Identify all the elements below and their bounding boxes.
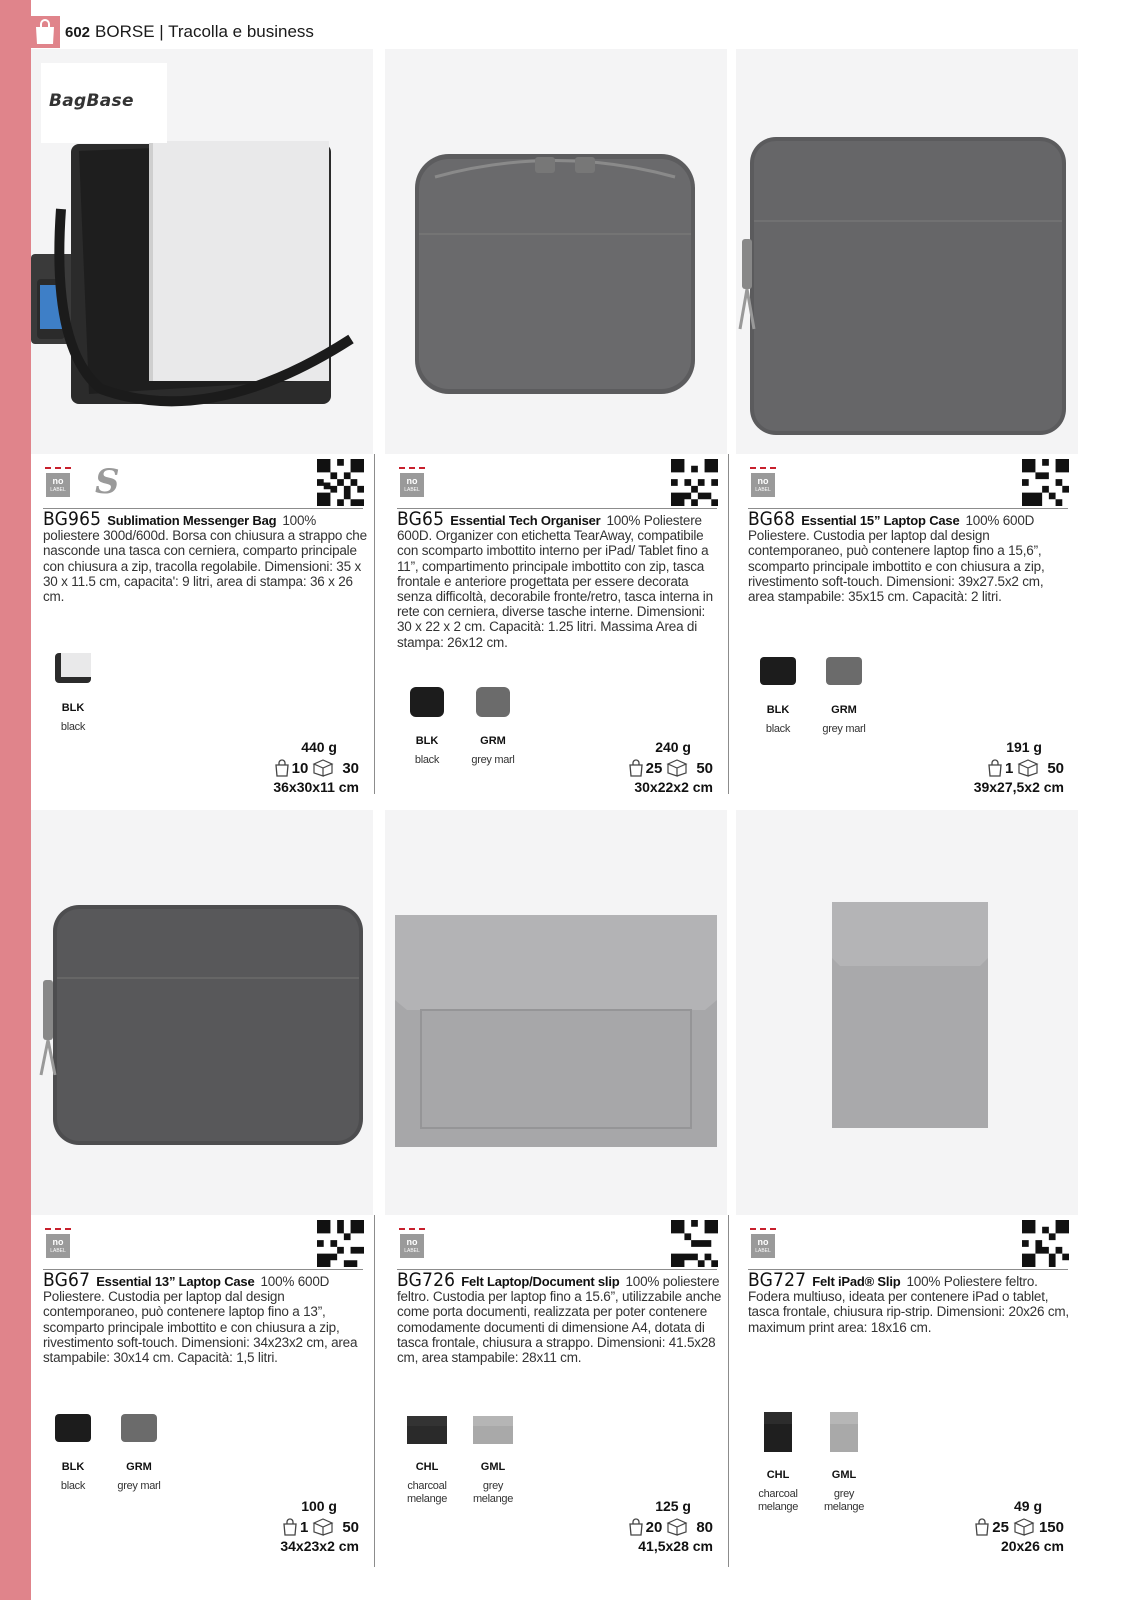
color-swatch-gml[interactable] bbox=[814, 1410, 874, 1514]
tech-organiser-illustration bbox=[385, 49, 727, 454]
color-name: black bbox=[765, 723, 791, 735]
product-photo bbox=[385, 810, 727, 1215]
no-label-badge: no LABEL bbox=[750, 467, 776, 497]
qr-code-icon[interactable] bbox=[317, 459, 364, 506]
product-specs bbox=[553, 1498, 713, 1554]
bag-pack-icon bbox=[282, 1518, 298, 1536]
qr-code-icon[interactable] bbox=[317, 1220, 364, 1267]
color-swatch-chl[interactable] bbox=[397, 1412, 457, 1506]
product-photo bbox=[385, 49, 727, 454]
color-code: BLK bbox=[415, 735, 439, 747]
messenger-swatch-icon bbox=[53, 649, 93, 687]
color-swatch-grm[interactable] bbox=[814, 653, 874, 736]
product-description bbox=[43, 1269, 368, 1366]
product-description bbox=[397, 508, 722, 650]
product-photo bbox=[31, 49, 373, 454]
product-specs bbox=[904, 739, 1064, 795]
box-pack-icon bbox=[666, 1518, 688, 1536]
product-card-bg67 bbox=[31, 810, 373, 1570]
color-swatch-blk[interactable] bbox=[43, 1410, 103, 1493]
color-name: grey marl bbox=[117, 1480, 161, 1492]
weight: 240 g bbox=[655, 739, 691, 755]
product-name: Felt Laptop/Document slip bbox=[461, 1274, 620, 1289]
qr-code-icon[interactable] bbox=[671, 1220, 718, 1267]
dimensions: 36x30x11 cm bbox=[273, 779, 359, 795]
product-name: Essential Tech Organiser bbox=[450, 513, 601, 528]
sublimation-icon: S bbox=[95, 462, 120, 502]
product-text: 100% 600D Poliestere. Custodia per laptop dal design contemporaneo, può contenere laptop fino a 13”, scomparto principale imbottito e con chiusura a zip, rivestimento soft-touch. Dimensioni: 34x23x2 cm, area stampabile: 30x14 cm. Capacità: 1,5 litri. bbox=[43, 1274, 358, 1366]
weight: 125 g bbox=[655, 1498, 691, 1514]
color-code: BLK bbox=[766, 704, 790, 716]
box-pack-icon bbox=[1013, 1518, 1035, 1536]
packaging: 25 50 bbox=[553, 759, 713, 777]
color-swatch-grm[interactable] bbox=[463, 684, 523, 767]
page-header bbox=[65, 22, 314, 42]
weight: 191 g bbox=[1006, 739, 1042, 755]
product-text: 100% 600D Poliestere. Custodia per laptop dal design contemporaneo, può contenere laptop fino a 15,6”, scomparto principale imbottito e con chiusura a zip, rivestimento soft-touch. Dimensioni: 39x27.5x2 cm, area stampabile: 35x15 cm. Capacità: 2 litri. bbox=[748, 513, 1045, 605]
product-specs bbox=[553, 739, 713, 795]
case-swatch-icon bbox=[758, 653, 798, 689]
product-description bbox=[748, 1269, 1073, 1335]
weight: 440 g bbox=[301, 739, 337, 755]
box-pack-icon bbox=[312, 1518, 334, 1536]
product-text: 100% Poliestere 600D. Organizer con etichetta TearAway, compatibile con scomparto imbottito interno per iPad/ Tablet fino a 11”, compartimento principale imbottito con zip, tasca frontale e anteriore progettata per essere decorata senza difficoltà, decorabile fronte/retro, tasca interna in rete con cerniera, diverse tasche interne. Dimensioni: 30 x 22 x 2 cm. Capacità: 1.25 litri. Massima Area di stampa: 26x12 cm. bbox=[397, 513, 713, 650]
product-name: Essential 13” Laptop Case bbox=[96, 1274, 255, 1289]
product-code: BG726 bbox=[397, 1269, 456, 1291]
dimensions: 30x22x2 cm bbox=[634, 779, 713, 795]
color-name: black bbox=[60, 1480, 86, 1492]
color-name: black bbox=[60, 721, 86, 733]
product-code: BG65 bbox=[397, 508, 445, 530]
qr-code-icon[interactable] bbox=[1022, 1220, 1069, 1267]
color-code: GRM bbox=[126, 1461, 152, 1473]
case-swatch-icon bbox=[824, 653, 864, 689]
dimensions: 34x23x2 cm bbox=[280, 1538, 359, 1554]
color-name: grey melange bbox=[823, 1488, 865, 1513]
divider bbox=[748, 508, 1068, 509]
color-code: GML bbox=[831, 1469, 857, 1481]
product-code: BG727 bbox=[748, 1269, 807, 1291]
color-name: grey marl bbox=[471, 754, 515, 766]
product-text: 100% Poliestere feltro. Fodera multiuso, ideata per contenere iPad o tablet, tasca frontale, chiusura rip-strip. Dimensioni: 20x26 cm, maximum print area: 18x16 cm. bbox=[748, 1274, 1069, 1335]
color-code: GML bbox=[480, 1461, 506, 1473]
box-pack-icon bbox=[312, 759, 334, 777]
bag-pack-icon bbox=[628, 1518, 644, 1536]
shopping-bag-icon bbox=[33, 19, 57, 45]
product-card-bg68 bbox=[736, 49, 1078, 799]
no-label-badge: no LABEL bbox=[399, 467, 425, 497]
dimensions: 41,5x28 cm bbox=[638, 1538, 713, 1554]
column-divider bbox=[728, 1215, 729, 1567]
case-swatch-icon bbox=[53, 1410, 93, 1446]
product-description bbox=[43, 508, 368, 605]
color-code: GRM bbox=[831, 704, 857, 716]
felt-slip-illustration bbox=[385, 810, 727, 1215]
color-swatch-blk[interactable] bbox=[397, 684, 457, 767]
felt-swatch-icon bbox=[472, 1412, 514, 1446]
product-description bbox=[748, 508, 1073, 605]
packaging: 25 150 bbox=[904, 1518, 1064, 1536]
felt-swatch-icon bbox=[406, 1412, 448, 1446]
bag-pack-icon bbox=[274, 759, 290, 777]
product-photo bbox=[736, 810, 1078, 1215]
box-pack-icon bbox=[1017, 759, 1039, 777]
color-name: black bbox=[414, 754, 440, 766]
color-name: grey melange bbox=[472, 1480, 514, 1505]
divider bbox=[43, 1269, 363, 1270]
product-text: 100% poliestere 300d/600d. Borsa con chiusura a strappo che nasconde una tasca con cerniera, comparto principale con chiusura a zip, tracolla regolabile. Dimensioni: 35 x 30 x 11.5 cm, capacita': 9 litri, area di stampa: 36 x 26 cm. bbox=[43, 513, 367, 605]
product-photo bbox=[736, 49, 1078, 454]
product-photo bbox=[31, 810, 373, 1215]
column-divider bbox=[728, 454, 729, 794]
divider bbox=[397, 508, 717, 509]
laptop-case-illustration bbox=[31, 810, 373, 1215]
color-code: GRM bbox=[480, 735, 506, 747]
weight: 100 g bbox=[301, 1498, 337, 1514]
product-name: Essential 15” Laptop Case bbox=[801, 513, 960, 528]
case-swatch-icon bbox=[473, 684, 513, 720]
product-card-bg726 bbox=[385, 810, 727, 1570]
product-card-bg65 bbox=[385, 49, 727, 799]
page-number: 602 bbox=[65, 24, 91, 41]
no-label-badge: no LABEL bbox=[45, 1228, 71, 1258]
qr-code-icon[interactable] bbox=[671, 459, 718, 506]
felt-swatch-icon bbox=[829, 1410, 859, 1454]
color-code: BLK bbox=[61, 1461, 85, 1473]
side-color-band bbox=[0, 0, 31, 1600]
felt-ipad-slip-illustration bbox=[736, 810, 1078, 1215]
color-code: CHL bbox=[766, 1469, 790, 1481]
column-divider bbox=[374, 454, 375, 794]
qr-code-icon[interactable] bbox=[1022, 459, 1069, 506]
packaging: 1 50 bbox=[199, 1518, 359, 1536]
laptop-case-illustration bbox=[736, 49, 1078, 454]
column-divider bbox=[374, 1215, 375, 1567]
color-swatch-gml[interactable] bbox=[463, 1412, 523, 1506]
color-name: charcoal melange bbox=[757, 1488, 799, 1513]
product-code: BG67 bbox=[43, 1269, 91, 1291]
product-text: 100% poliestere feltro. Custodia per laptop fino a 15.6”, utilizzabile anche come porta documenti, realizzata per poter contenere comodamente documenti di dimensione A4, dotata di tasca frontale, chiusura a strappo. Dimensioni: 41.5x28 cm, area stampabile: 28x11 cm. bbox=[397, 1274, 722, 1366]
product-code: BG68 bbox=[748, 508, 796, 530]
packaging: 10 30 bbox=[199, 759, 359, 777]
product-description bbox=[397, 1269, 722, 1366]
product-specs bbox=[904, 1498, 1064, 1554]
product-specs bbox=[199, 739, 359, 795]
bag-pack-icon bbox=[628, 759, 644, 777]
color-swatch-chl[interactable] bbox=[748, 1410, 808, 1514]
product-specs bbox=[199, 1498, 359, 1554]
color-code: CHL bbox=[415, 1461, 439, 1473]
felt-swatch-icon bbox=[763, 1410, 793, 1454]
packaging: 20 80 bbox=[553, 1518, 713, 1536]
dimensions: 20x26 cm bbox=[1000, 1538, 1064, 1554]
bag-pack-icon bbox=[987, 759, 1003, 777]
no-label-badge: no LABEL bbox=[399, 1228, 425, 1258]
packaging: 1 50 bbox=[904, 759, 1064, 777]
case-swatch-icon bbox=[119, 1410, 159, 1446]
product-code: BG965 bbox=[43, 508, 102, 530]
section-title: BORSE | Tracolla e business bbox=[95, 22, 314, 41]
color-code: BLK bbox=[61, 702, 85, 714]
color-name: grey marl bbox=[822, 723, 866, 735]
brand-logo: BagBase bbox=[41, 63, 167, 143]
weight: 49 g bbox=[1013, 1498, 1042, 1514]
case-swatch-icon bbox=[407, 684, 447, 720]
product-name: Felt iPad® Slip bbox=[812, 1274, 901, 1289]
no-label-badge: no LABEL bbox=[45, 467, 71, 497]
color-swatch-grm[interactable] bbox=[109, 1410, 169, 1493]
product-card-bg727 bbox=[736, 810, 1078, 1570]
product-name: Sublimation Messenger Bag bbox=[107, 513, 277, 528]
color-swatch-blk[interactable] bbox=[748, 653, 808, 736]
product-card-bg965 bbox=[31, 49, 373, 799]
box-pack-icon bbox=[666, 759, 688, 777]
color-name: charcoal melange bbox=[406, 1480, 448, 1505]
bag-pack-icon bbox=[974, 1518, 990, 1536]
color-swatch-blk[interactable] bbox=[43, 649, 103, 734]
no-label-badge: no LABEL bbox=[750, 1228, 776, 1258]
dimensions: 39x27,5x2 cm bbox=[973, 779, 1064, 795]
